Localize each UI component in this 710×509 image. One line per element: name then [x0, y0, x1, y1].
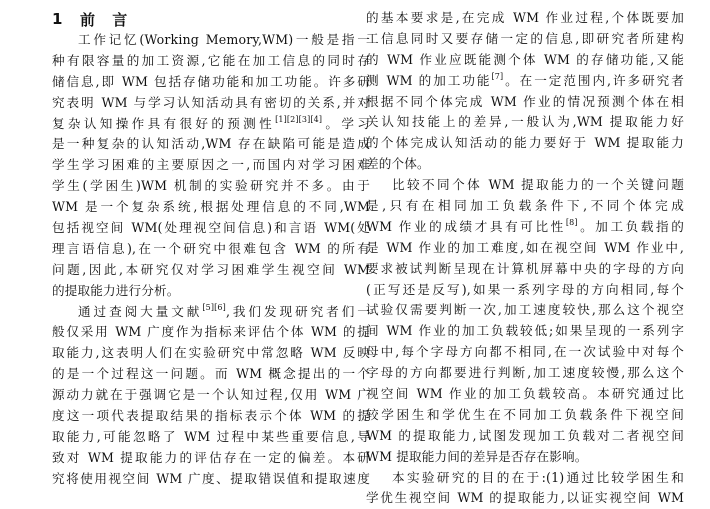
line-text: 工信息同时又要存储一定的信息,即研究者所建构	[366, 30, 684, 46]
text-line	[52, 93, 370, 114]
line-text: 种有限容量的加工资源,它能在加工信息的同时存	[52, 52, 370, 68]
line-text: 究表明 WM 与学习认知活动具有密切的关系,并对	[52, 94, 370, 110]
text-line	[366, 447, 684, 468]
text-line	[52, 197, 370, 218]
text-line	[366, 488, 684, 509]
line-text: 通过查阅大量文献	[78, 303, 203, 319]
line-text: 包括视空间 WM(处理视空间信息)和言语 WM(处	[52, 220, 370, 236]
text-line	[366, 50, 684, 71]
line-text: 取能力,可能忽略了 WM 过程中某些重要信息,导	[52, 428, 370, 444]
citation-ref: [1][2][3][4]	[275, 114, 323, 124]
text-line	[366, 300, 684, 321]
text-line	[366, 280, 684, 301]
line-text: 是 WM 作业的加工难度,如在视空间 WM 作业中,	[366, 239, 684, 255]
citation-ref: [5][6]	[202, 302, 226, 312]
line-text: 的是一个过程这一问题。而 WM 概念提出的一个	[52, 366, 370, 382]
line-text: 视空间 WM 作业的加工负载较高。本研究通过比	[366, 386, 684, 402]
line-text: 学优生视空间 WM 的提取能力,以证实视空间 WM	[366, 490, 684, 506]
line-text: 究将使用视空间 WM 广度、提取错误值和提取速度	[52, 470, 370, 486]
text-line	[52, 385, 370, 406]
text-line	[52, 260, 370, 281]
line-text: 度这一项代表提取结果的指标表示个体 WM 的提	[52, 408, 370, 424]
right-column-text	[366, 8, 684, 509]
text-line	[366, 384, 684, 405]
text-line	[52, 281, 370, 302]
text-line	[52, 427, 370, 448]
left-column	[52, 8, 370, 490]
line-text: 字母的方向都要进行判断,加工速度较慢,那么这个	[366, 365, 684, 381]
text-line	[366, 112, 684, 133]
text-line	[366, 363, 684, 384]
line-text: 取能力,这表明人们在实验研究中常忽略 WM 反映	[52, 345, 370, 361]
text-line	[52, 448, 370, 469]
section-title: 前 言	[80, 10, 134, 29]
line-text: 致对 WM 提取能力的评估存在一定的偏差。本研	[52, 449, 370, 465]
text-line	[366, 238, 684, 259]
section-heading	[52, 8, 370, 30]
line-text-after: 。学习	[322, 115, 370, 131]
text-line	[52, 322, 370, 343]
line-text: 问题,因此,本研究仅对学习困难学生视空间 WM	[52, 261, 370, 277]
line-text: 差的个体。	[366, 156, 430, 172]
text-line	[366, 92, 684, 113]
citation-ref: [8]	[565, 217, 578, 227]
line-text: (正写还是反写),如果一系列字母的方向相同,每个	[366, 281, 684, 297]
right-column	[366, 8, 684, 509]
text-line	[52, 155, 370, 176]
line-text-after: 。加工负载指的	[577, 218, 684, 234]
text-line	[366, 217, 684, 238]
text-line	[366, 321, 684, 342]
line-text: 的个体完成认知活动的能力要好于 WM 提取能力	[366, 135, 684, 151]
line-text: WM 的提取能力,试图发现加工负载对二者视空间	[366, 427, 684, 443]
text-line	[52, 176, 370, 197]
line-text: 般仅采用 WM 广度作为指标来评估个体 WM 的提	[52, 324, 370, 340]
text-line	[52, 72, 370, 93]
line-text-after: 。在一定范围内,许多研究者	[503, 72, 684, 88]
text-line	[366, 71, 684, 92]
left-column-text	[52, 30, 370, 490]
text-line	[52, 51, 370, 72]
text-line	[52, 469, 370, 490]
text-line	[52, 364, 370, 385]
text-line	[366, 196, 684, 217]
text-line	[52, 302, 370, 323]
section-number: 1	[52, 10, 63, 28]
line-text: 学生学习困难的主要原因之一,而国内对学习困难	[52, 157, 370, 173]
text-line	[366, 426, 684, 447]
text-line	[52, 30, 370, 51]
text-line	[366, 342, 684, 363]
text-line	[366, 133, 684, 154]
text-line	[52, 134, 370, 155]
line-text: 工作记忆(Working Memory,WM)一般是指一	[78, 32, 370, 47]
text-line	[366, 175, 684, 196]
line-text: 是一种复杂的认知活动,WM 存在缺陷可能是造成	[52, 136, 370, 152]
line-text: 关认知技能上的差异,一般认为,WM 提取能力好	[366, 114, 684, 130]
line-text: 本实验研究的目的在于:(1)通过比较学困生和	[392, 469, 684, 485]
line-text: 理言语信息),在一个研究中很难包含 WM 的所有	[52, 240, 370, 256]
line-text: 母中,每个字母方向都不相同,在一次试验中对每个	[366, 344, 684, 360]
line-text: 测 WM 的加工功能	[366, 72, 492, 88]
line-text: 储信息,即 WM 包括存储功能和加工功能。许多研	[52, 73, 370, 89]
text-line	[52, 114, 370, 135]
line-text: WM 是一个复杂系统,根据处理信息的不同,WM	[52, 199, 370, 215]
line-text: 的提取能力进行分析。	[52, 282, 180, 298]
line-text: 比较不同个体 WM 提取能力的一个关键问题	[392, 177, 684, 193]
line-text: 较学困生和学优生在不同加工负载条件下视空间	[366, 406, 684, 422]
line-text: 复杂认知操作具有很好的预测性	[52, 115, 276, 131]
text-line	[52, 239, 370, 260]
line-text: 学生(学困生)WM 机制的实验研究并不多。由于	[52, 178, 370, 194]
line-text: 间 WM 作业的加工负载较低;如果呈现的一系列字	[366, 323, 684, 339]
text-line	[52, 218, 370, 239]
text-line	[366, 8, 684, 29]
line-text: 源动力就在于强调它是一个认知过程,仅用 WM 广	[52, 387, 370, 403]
line-text: WM 提取能力间的差异是否存在影响。	[366, 448, 588, 464]
line-text: 根据不同个体完成 WM 作业的情况预测个体在相	[366, 93, 684, 109]
line-text: 是,只有在相同加工负载条件下,不同个体完成	[366, 198, 684, 214]
text-line	[52, 343, 370, 364]
line-text: 试验仅需要判断一次,加工速度较快,那么这个视空	[366, 302, 684, 318]
line-text: 的 WM 作业应既能测个体 WM 的存储功能,又能	[366, 51, 684, 67]
line-text-after: ,我们发现研究者们一	[225, 303, 370, 319]
text-line	[366, 259, 684, 280]
text-line	[366, 154, 684, 175]
text-line	[366, 405, 684, 426]
text-line	[52, 406, 370, 427]
text-line	[366, 468, 684, 489]
text-line	[366, 29, 684, 50]
citation-ref: [7]	[491, 71, 504, 81]
line-text: WM 作业的成绩才具有可比性	[366, 218, 566, 234]
line-text: 要求被试判断呈现在计算机屏幕中央的字母的方向	[366, 260, 684, 276]
line-text: 的基本要求是,在完成 WM 作业过程,个体既要加	[366, 10, 684, 25]
